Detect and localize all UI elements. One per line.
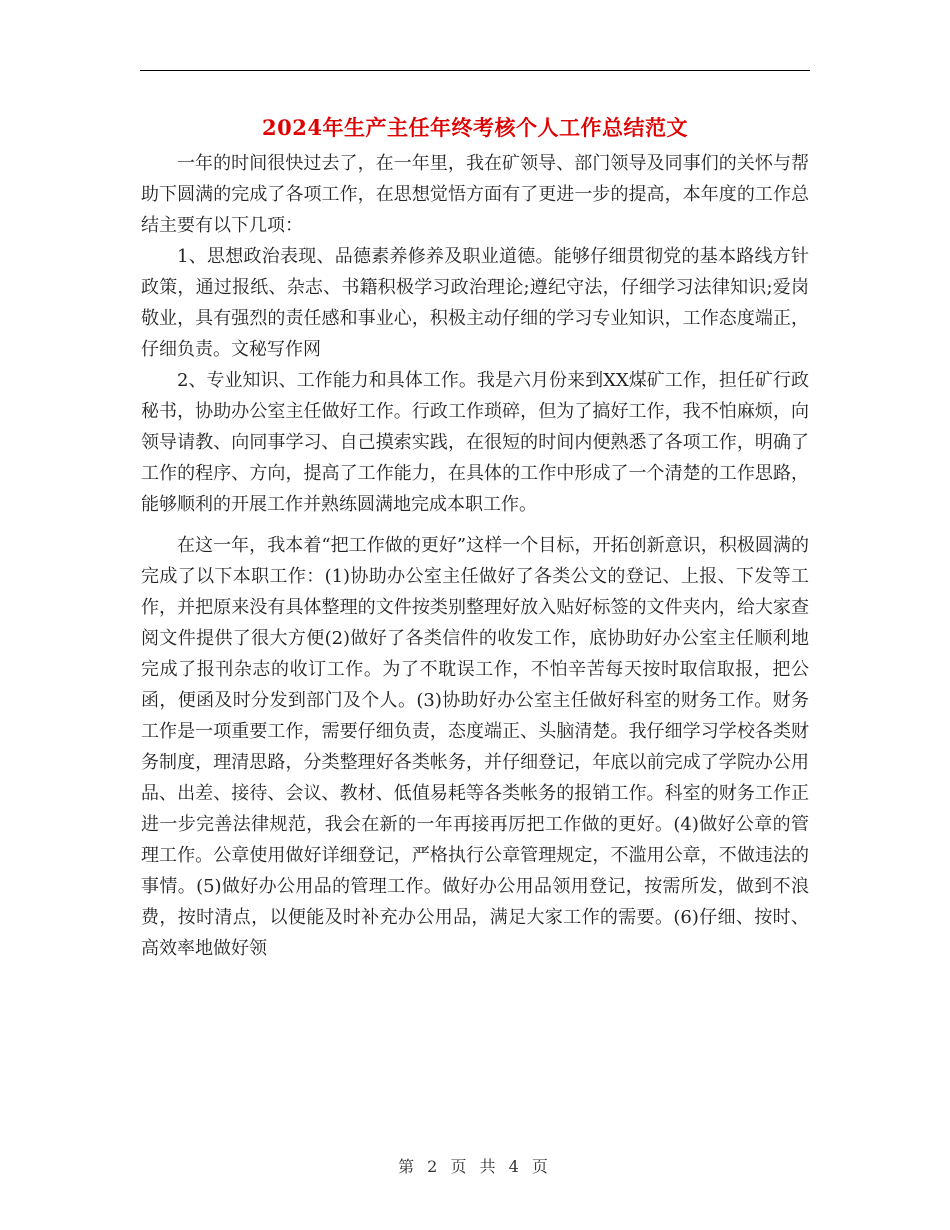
paragraph-intro: 一年的时间很快过去了，在一年里，我在矿领导、部门领导及同事们的关怀与帮助下圆满的完成了各项工作，在思想觉悟方面有了更进一步的提高，本年度的工作总结主要有以下几项：: [141, 153, 809, 236]
page-number: 第 2 页 共 4 页: [398, 1157, 552, 1176]
paragraph-duties: 在这一年，我本着“把工作做的更好”这样一个目标，开拓创新意识，积极圆满的完成了以下本职工作：(1)协助办公室主任做好了各类公文的登记、上报、下发等工作，并把原来没有具体整理的文件按类别整理好放入贴好标签的文件夹内，给大家查阅文件提供了很大方便(2)做好了各类信件的收发工作，底协助好办公室主任顺利地完成了报刊杂志的收订工作。为了不耽误工作，不怕辛苦每天按时取信取报，把公函，便函及时分发到部门及个人。(3)协助好办公室主任做好科室的财务工作。财务工作是一项重要工作，需要仔细负责，态度端正、头脑清楚。我仔细学习学校各类财务制度，理清思路，分类整理好各类帐务，并仔细登记，年底以前完成了学院办公用品、出差、接待、会议、教材、低值易耗等各类帐务的报销工作。科室的财务工作正进一步完善法律规范，我会在新的一年再接再厉把工作做的更好。(4)做好公章的管理工作。公章使用做好详细登记，严格执行公章管理规定，不滥用公章，不做违法的事情。(5)做好办公用品的管理工作。做好办公用品领用登记，按需所发，做到不浪费，按时清点，以便能及时补充办公用品，满足大家工作的需要。(6)仔细、按时、高效率地做好领: [141, 535, 809, 959]
document-body: [141, 148, 809, 964]
document-title: 2024年生产主任年终考核个人工作总结范文: [262, 115, 688, 140]
paragraph-item-1: 1、思想政治表现、品德素养修养及职业道德。能够仔细贯彻党的基本路线方针政策，通过报纸、杂志、书籍积极学习政治理论;遵纪守法，仔细学习法律知识;爱岗敬业，具有强烈的责任感和事业心，积极主动仔细的学习专业知识，工作态度端正，仔细负责。文秘写作网: [141, 246, 809, 360]
paragraph-item-2: 2、专业知识、工作能力和具体工作。我是六月份来到XX煤矿工作，担任矿行政秘书，协助办公室主任做好工作。行政工作琐碎，但为了搞好工作，我不怕麻烦，向领导请教、向同事学习、自己摸索实践，在很短的时间内便熟悉了各项工作，明确了工作的程序、方向，提高了工作能力，在具体的工作中形成了一个清楚的工作思路，能够顺利的开展工作并熟练圆满地完成本职工作。: [141, 370, 809, 515]
header-rule: [140, 70, 810, 71]
